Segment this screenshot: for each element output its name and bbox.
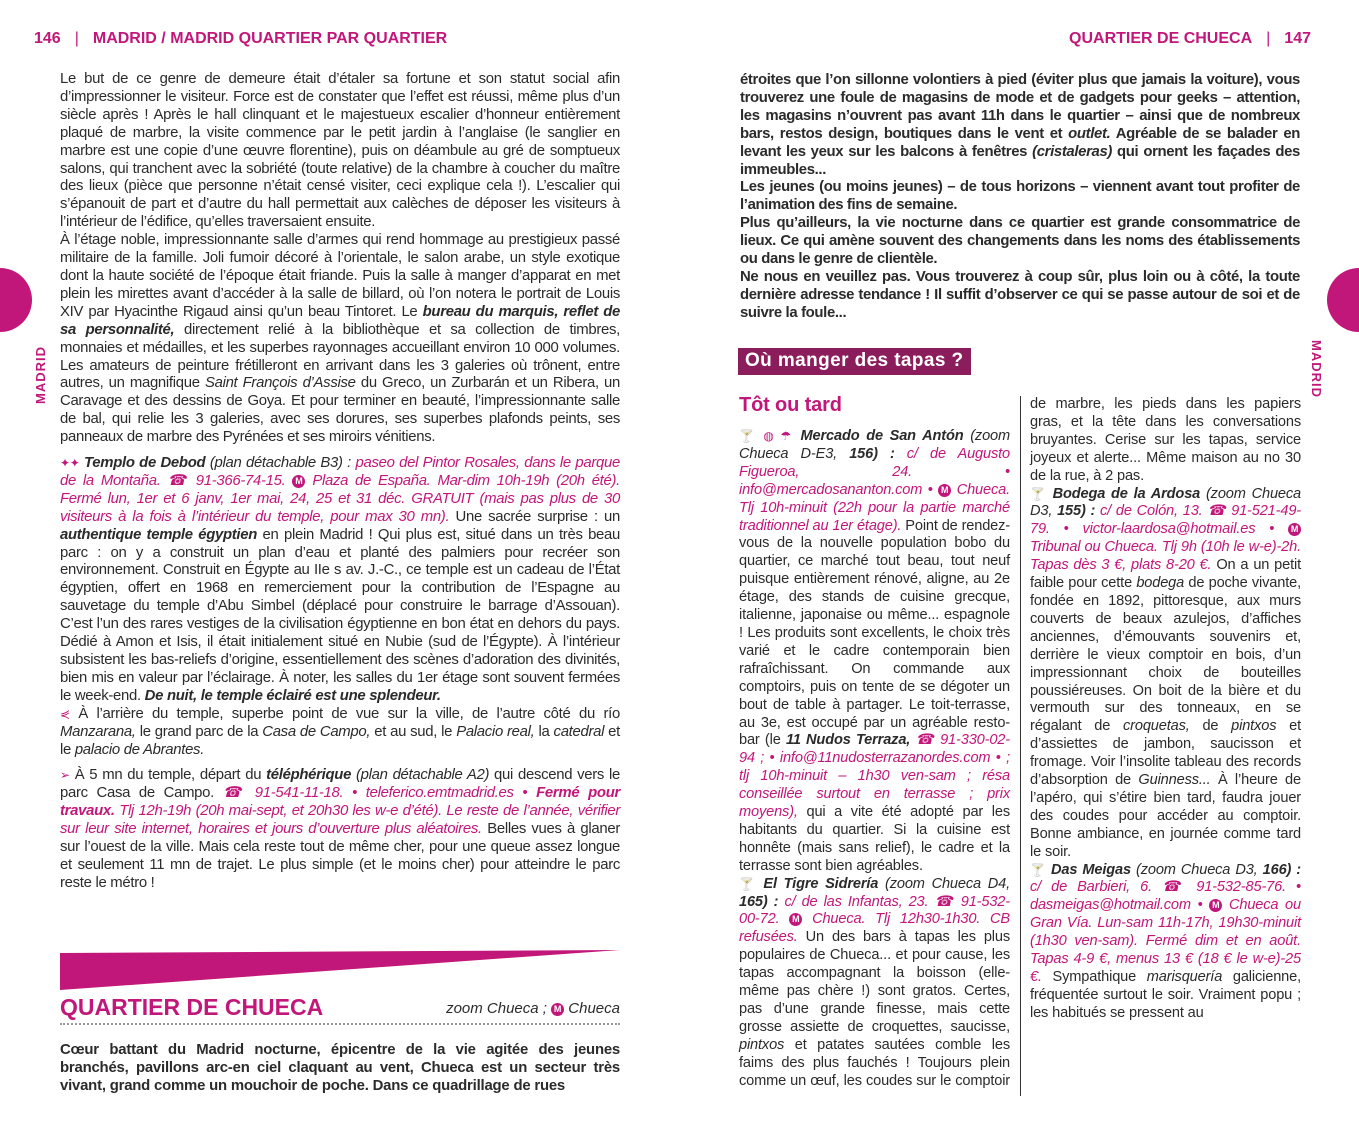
text: À 5 mn du temple, départ du — [69, 767, 267, 784]
text: Point de rendez-vous de la nouvelle population bobo du quartier, ce marché tout beau, tout neuf puisque entièrement rénové, aligne, au 2e étage, des stands de cuisine grecque, italienne, japonaise ou même... espagnole ! Les produits sont excellents, le choix très varié et le cadre contemporain bien rafraîchissant. On commande aux comptoirs, puis on tente de se dégoter un bout de table à partager. Le toit-terrasse, au 3e, est occupé par un agréable resto-bar (le — [739, 517, 1010, 749]
bold-text: bureau du marquis, reflet de sa personnalité, — [60, 303, 620, 338]
text: On a un petit faible pour cette — [1030, 557, 1301, 592]
entry-info: Tribunal ou Chueca. Tlj 9h (10h le w-e)-2h. Tapas dès 3 €, plats 8-20 €. — [1030, 539, 1301, 574]
text: en plein Madrid ! Qui plus est, situé dans un très beau parc : on y a construit un plan d’eau et planté des palmiers pour recréer son environnement. Construit en Égypte au IIe s av. J.-C., ce temple est un cadeau de l’État égyptien, offert en 1968 en remerciement pour la contribution de l’Espagne au sauvetage du temple d’Abu Simbel (déplacé pour construire le barrage d’Assouan). C’est l’un des rares vestiges de la civilisation égyptienne en bon état en dehors du pays. Dédié à Amon et Isis, il était initialement situé en Nubie (sud de l’Égypte). À l’intérieur subsistent les bas-reliefs d’origine, essentiellement des scènes d’adoration des divinités, bien mis en valeur par l’éclairage. À noter, les salles du 1er étage sont souvent fermées le week-end. — [60, 526, 620, 704]
entry-ref: (zoom Chueca D3, — [1130, 861, 1263, 878]
italic-text: Palacio real, — [456, 723, 535, 740]
entry-info: Chueca ou Gran Vía. Lun-sam 11h-17h, 19h30-minuit (1h30 ven-sam). Fermé dim et en août. Tapas 4-9 €, menus 13 € (18 € le w-e)-25 €. — [1030, 897, 1301, 985]
text: qui a vite été adopté par les habitants du quartier. Si la cuisine est honnête (mais sans relief), le cadre et la terrasse sont bien agréables. — [739, 804, 1010, 874]
text: galicienne, fréquentée surtout le soir. Vraiment popu ; les habitués se pressent au — [1030, 969, 1301, 1021]
separator: | — [1266, 30, 1271, 47]
entry-info: Chueca. Tlj 10h-minuit (22h pour la partie marché traditionnel au 1er étage). — [739, 481, 1011, 534]
dotted-divider — [60, 1023, 620, 1025]
page-number: 147 — [1284, 30, 1311, 47]
italic-text: Guinness... — [1138, 772, 1211, 789]
running-head-left — [34, 30, 447, 48]
running-head-title: MADRID / MADRID QUARTIER PAR QUARTIER — [92, 30, 448, 47]
italic-text: pintxos — [739, 1036, 785, 1053]
entry-name: Das Meigas — [1051, 861, 1131, 878]
entry-ref: ) : — [1286, 861, 1302, 878]
thumb-tab-marker — [0, 268, 32, 332]
metro-icon: M — [938, 484, 951, 497]
text: qui ornent les façades des immeubles... — [740, 143, 1300, 178]
bold-text: De nuit, le temple éclairé est une splendeur. — [144, 687, 441, 704]
bar-icon: 🍸 — [739, 876, 757, 891]
entry-info: ☎ 91-541-11-18. • teleferico.emtmadrid.es • — [222, 785, 537, 802]
text: Un des bars à tapas les plus populaires de Chueca... et pour cause, les tapas accompagnant la boisson (elle-même pas chère !) sont gratos. Certes, pas d’une grande finesse, mais cette grosse assiette de croquettes, saucisse, — [739, 929, 1010, 1035]
text: directement relié à la bibliothèque et sa collection de timbres, monnaies et médailles, et les superbes rayonnages accueillant environ 10 000 volumes. Les amateurs de peinture frétilleront en arrivant dans les 3 galeries où trônent, entre autres, un magnifique — [60, 321, 621, 392]
entry-info-bold: Fermé pour travaux. — [60, 785, 621, 820]
text: À l’étage noble, impressionnante salle d’armes qui rend hommage au prestigieux passé militaire de la famille. Joli fumoir décoré à l’orientale, le salon arabe, un style exotique dont la haute société de l’époque était friande. Puis la salle à manger d’apparat en met plein les mirettes avant d’accéder à la salle de billard, où l’on notera le portrait de Louis XIV par Hyacinthe Rigaud ainsi qu’un beau Tintoret. Le — [60, 232, 620, 320]
paragraph — [740, 72, 1300, 179]
text: de — [1189, 718, 1232, 735]
basket-icon: ◍ — [763, 429, 774, 443]
entry-name: Templo de Debod — [84, 455, 206, 472]
text: Sympathique — [1041, 969, 1147, 985]
metro-icon: M — [1209, 899, 1222, 912]
bar-icon: 🍸 — [1030, 862, 1046, 877]
text: qui descend vers le parc Casa de Campo. — [60, 767, 620, 802]
entry-name: El Tigre Sidrería — [763, 875, 879, 892]
separator: | — [74, 30, 79, 47]
entry-ref: (zoom Chueca D4, — [878, 875, 1010, 892]
text: la — [534, 723, 554, 740]
side-tab-label: MADRID — [1309, 340, 1324, 398]
text: Agréable de se balader en levant les yeux sur les balcons à fenêtres — [740, 125, 1300, 160]
running-head-right — [1069, 30, 1311, 48]
text: du Greco, un Zurbarán et un Ribera, un Caravage et des dessins de Goya. Et pour terminer en beauté, l’impressionnante salle de bal, qui relie les 3 galeries, avec ses dorures, ses superbes plafonds peints, ses panneaux de marbre des Pyrénées et ses miroirs vénitiens. — [60, 375, 620, 446]
entry-info: Tlj 12h-19h (20h mai-sept, et 20h30 les w-e d’été). Le reste de l’année, vérifier sur leur site internet, horaires et jours d’ouverture plus aléatoires. — [60, 803, 620, 838]
section-banner — [60, 950, 620, 990]
entry-info: Plaza de España. Mar-dim 10h-19h (20h été). Fermé lun, 1er et 6 janv, 1er mai, 24, 25 et 31 déc. GRATUIT (mais pas plus de 30 visiteurs à la fois à l’intérieur du temple, pour max 30 mn). — [60, 472, 620, 525]
text: étroites que l’on sillonne volontiers à pied (éviter plus que jamais la voiture), vous trouverez une foule de magasins de mode et de gadgets pour geeks – attention, les magasins n’ouvrent pas avant 11h dans le quartier – ainsi que de nombreux bars, restos design, boutiques dans le vent et — [740, 72, 1300, 142]
italic-text: marisquería — [1146, 969, 1223, 985]
metro-station: Chueca — [564, 1000, 620, 1017]
text: et d’assiettes de jambon, saucisson et fromage. Voir l’insolite tableau des records d’absorption de — [1030, 718, 1302, 789]
entry-name: Bodega de la Ardosa — [1052, 485, 1201, 502]
paragraph: Plus qu’ailleurs, la vie nocturne dans ce quartier est grande consommatrice de lieux. Ce qui amène souvent des changements dans les noms des établissements ou dans le genre de clientèle. — [740, 215, 1300, 268]
text: et au sud, le — [370, 723, 457, 740]
entry-name: Mercado de San Antón — [800, 428, 964, 444]
italic-text: pintxos — [1231, 718, 1277, 735]
bold-text: 11 Nudos Terraza, — [785, 732, 911, 749]
paragraph: Le but de ce genre de demeure était d’étaler sa fortune et son statut social afin d’impressionner le visiteur. Force est de constater que l’effet est réussi, même plus d’un siècle après ! Après le hall clinquant et le majestueux escalier d’honneur entièrement plaqué de marbre, la visite commence par le petit jardin à l’anglaise (le sanglier en marbre est une copie d’une œuvre florentine), puis on déambule au gré de somptueux salons, qui tranchent avec la sobriété (toute relative) de la chambre à coucher du maître des lieux (pièce que personne n’était censé visiter, ceci explique cela !). L’escalier qui s’épanouit de part et d’autre du hall permettait aux calèches de déposer les visiteurs à l’intérieur de l’édifice, qu’elles traversaient ensuite. — [60, 71, 620, 231]
entry-ref-number: 165 — [739, 893, 763, 910]
text: de poche vivante, fondée en 1892, pittoresque, aux murs couverts de beaux azulejos, d’affiches anciennes, d’émouvants souvenirs et, derrière le vieux comptoir en bois, d’un impressionnant choix de bouteilles poussiéreuses. On boit de la bière et du vermouth sur des tonneaux, en se régalant de — [1030, 575, 1301, 735]
text: et le — [60, 723, 620, 758]
entry-ref: ) : — [1080, 503, 1101, 520]
zoom-ref: zoom Chueca ; — [446, 1000, 552, 1017]
entry-teleferico — [60, 767, 620, 892]
tapas-heading: Où manger des tapas ? — [738, 348, 971, 375]
paragraph: Ne nous en veuillez pas. Vous trouverez à coup sûr, plus loin ou à côté, la toute dernière adresse tendance ! Il suffit d’observer ce qui se passe autour de soi et de suivre la foule... — [740, 268, 1300, 321]
arrow-right-icon: ➢ — [60, 768, 70, 783]
metro-icon: M — [292, 475, 305, 488]
entry-ref: (zoom Chueca D3, — [1030, 485, 1302, 520]
thumb-tab-marker — [1327, 268, 1359, 332]
text: le grand parc de la — [135, 723, 263, 740]
text: et patates sautées comble les faims des plus fauchés ! Toujours plein comme un œuf, les coudes sur le comptoir de marbre, les pieds dans les papiers gras, et la tête dans les conversations bruyantes. Cerise sur les tapas, service joyeux et alerte... Même maison au no 30 de la rue, à 2 pas. — [739, 396, 1301, 1089]
italic-text: catedral — [553, 723, 605, 740]
running-head-title: QUARTIER DE CHUECA — [1069, 30, 1253, 47]
italic-text: Casa de Campo, — [262, 723, 371, 740]
italic-text: Saint François d’Assise — [204, 375, 356, 392]
italic-text: palacio de Abrantes. — [74, 741, 205, 758]
entry-bodega-de-la-ardosa — [1030, 486, 1301, 862]
text: Une sacrée surprise : un — [449, 508, 620, 525]
entry-plan: (plan détachable B3) : — [205, 455, 356, 472]
chueca-intro — [740, 72, 1300, 323]
two-stars-icon: ✦✦ — [60, 456, 80, 471]
entry-ref: ) : — [873, 445, 907, 462]
bar-icon: 🍸 — [739, 429, 757, 443]
section-meta — [446, 1000, 620, 1017]
italic-text: outlet. — [1068, 125, 1111, 142]
metro-icon: M — [1288, 523, 1301, 536]
paragraph — [60, 232, 620, 447]
page-number: 146 — [34, 30, 61, 47]
text: À l’heure de l’apéro, qui s’étire bien tard, faudra jouer des coudes pour accéder au comptoir. Bonne ambiance, en journée comme tard le soir. — [1030, 772, 1301, 860]
bold-text: téléphérique — [266, 767, 352, 784]
entry-mercado-san-anton — [739, 428, 1010, 876]
section-title: QUARTIER DE CHUECA — [60, 994, 324, 1020]
italic-text: (cristaleras) — [1032, 143, 1112, 160]
italic-text: (plan détachable A2) — [351, 767, 490, 784]
left-body — [60, 71, 620, 893]
paragraph: Les jeunes (ou moins jeunes) – de tous horizons – viennent avant tout profiter de l’animation des fins de semaine. — [740, 179, 1300, 214]
metro-icon: M — [789, 913, 802, 926]
entry-info: c/ de Colón, 13. ☎ 91-521-49-79. • victor-laardosa@hotmail.es • — [1030, 503, 1301, 538]
text: Belles vues à glaner sur l’ouest de la ville. Mais cela reste tout de même cher, pour une queue assez longue et seulement 11 mn de trajet. Le plus simple (et le moins cher) pour atteindre le parc reste le métro ! — [60, 821, 621, 891]
bar-icon: 🍸 — [1030, 486, 1047, 501]
italic-text: croquetas, — [1123, 718, 1190, 735]
entry-ref: ) : — [762, 893, 785, 910]
entry-info: c/ de Barbieri, 6. ☎ 91-532-85-76. • dasmeigas@hotmail.com • — [1030, 879, 1301, 914]
entry-info: c/ de las Infantas, 23. ☎ 91-532-00-72. — [739, 893, 1010, 928]
text: À l’arrière du temple, superbe point de vue sur la ville, de l’autre côté du río — [69, 705, 620, 722]
two-column-listings — [739, 396, 1301, 1096]
section-intro: Cœur battant du Madrid nocturne, épicentre de la vie agitée des jeunes branchés, pavillons arc-en ciel claquant au vent, Chueca est un secteur très vivant, grand comme un mouchoir de poche. Dans ce quadrillage de rues — [60, 1042, 620, 1094]
entry-info: Chueca. Tlj 12h30-1h30. CB refusées. — [739, 911, 1010, 946]
subheading: Tôt ou tard — [739, 394, 842, 416]
bold-text: authentique temple égyptien — [60, 526, 258, 543]
entry-info: ☎ 91-330-02-94 ; • info@11nudosterrazanordes.com • ; tlj 10h-minuit – 1h30 ven-sam ; résa conseillée surtout en terrasse ; prix moyens), — [739, 732, 1010, 821]
parasol-terrace-icon: ☂ — [780, 429, 794, 443]
viewpoint-icon: ⋞ — [60, 706, 70, 721]
entry-templo-de-debod — [60, 455, 620, 759]
entry-ref-number: 166 — [1262, 861, 1287, 878]
entry-ref-number: 155 — [1057, 503, 1081, 520]
right-page — [680, 0, 1359, 1134]
entry-ref-number: 156 — [849, 445, 874, 462]
metro-icon: M — [551, 1003, 564, 1016]
italic-text: bodega — [1136, 575, 1185, 592]
entry-info: paseo del Pintor Rosales, dans le parque de la Montaña. ☎ 91-366-74-15. — [60, 455, 620, 489]
entry-ref: (zoom Chueca D-E3, — [739, 428, 1011, 462]
side-tab-label: MADRID — [33, 346, 48, 404]
entry-info: c/ de Augusto Figueroa, 24. • info@mercadosananton.com • — [739, 445, 1010, 498]
entry-das-meigas — [1030, 862, 1301, 1023]
italic-text: Manzarana, — [60, 723, 136, 740]
